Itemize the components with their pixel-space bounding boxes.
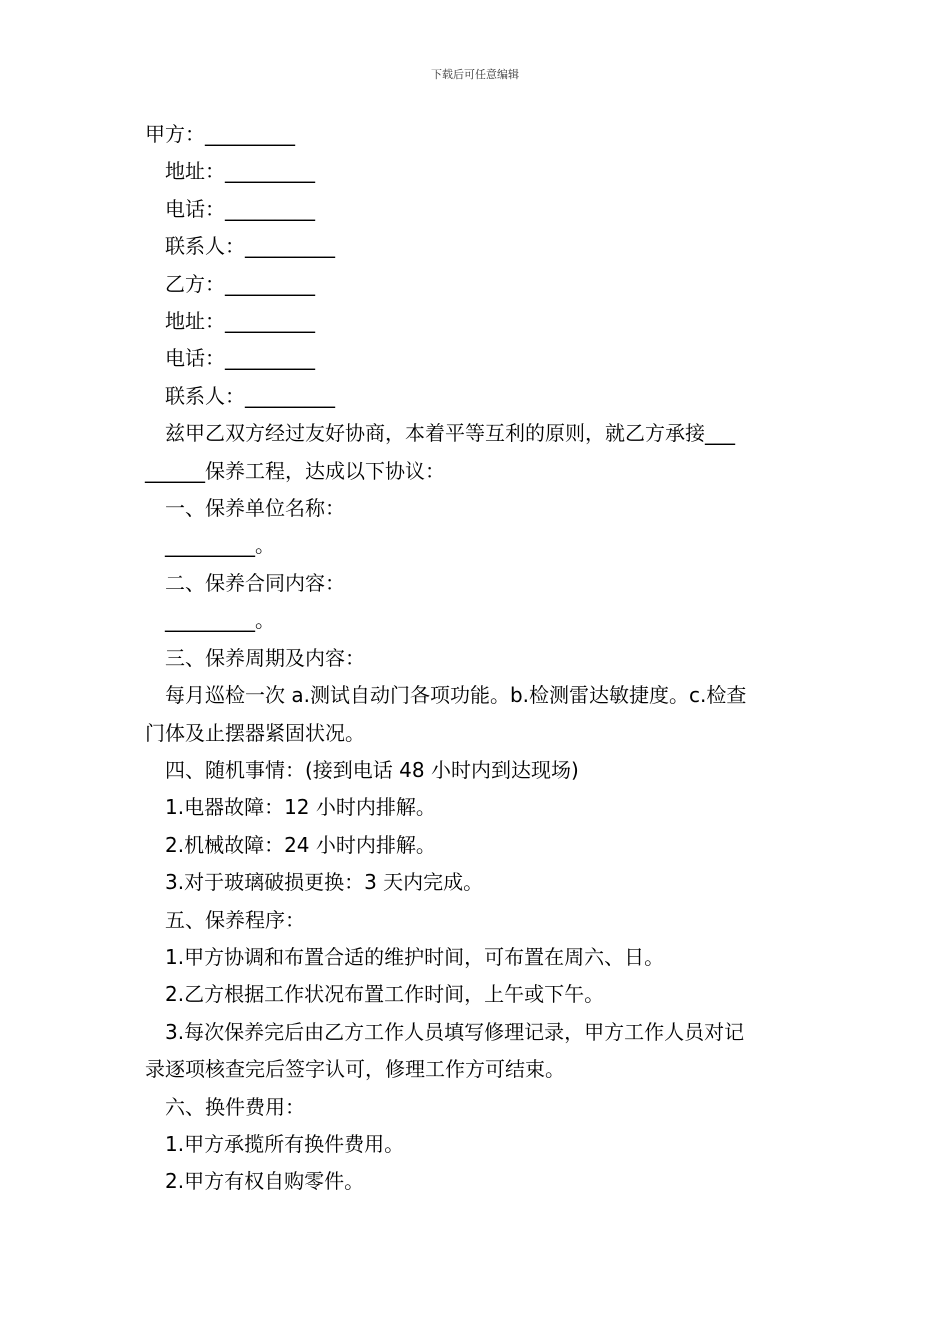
section-5-item-3-line-1: 3.每次保养完后由乙方工作人员填写修理记录，甲方工作人员对记 [165,1019,745,1044]
section-6-item-2: 2.甲方有权自购零件。 [165,1169,365,1194]
section-2-heading: 二、保养合同内容： [165,570,345,595]
document-body [145,116,811,1201]
page-header: 下载后可任意编辑 [431,68,519,81]
section-2-blank: _________。 [165,608,275,633]
party-b-contact-line: 联系人：_________ [165,383,335,408]
intro-paragraph-line-2: ______保养工程，达成以下协议： [145,458,445,483]
section-4-item-3: 3.对于玻璃破损更换：3 天内完成。 [165,870,484,895]
section-6-heading: 六、换件费用： [165,1094,305,1119]
section-4-item-2: 2.机械故障：24 小时内排解。 [165,832,436,857]
party-b-phone-line: 电话：_________ [165,346,315,371]
section-3-text-line-2: 门体及止摆器紧固状况。 [145,720,365,745]
party-b-address-line: 地址：_________ [165,309,315,334]
party-a-line: 甲方：_________ [145,122,295,146]
intro-paragraph-line-1: 兹甲乙双方经过友好协商，本着平等互利的原则，就乙方承接___ [165,421,735,446]
section-1-heading: 一、保养单位名称： [165,496,345,521]
section-5-heading: 五、保养程序： [165,907,305,932]
section-3-heading: 三、保养周期及内容： [165,645,365,670]
party-b-line: 乙方：_________ [165,271,315,296]
section-4-heading: 四、随机事情：(接到电话 48 小时内到达现场) [165,757,579,782]
section-4-item-1: 1.电器故障：12 小时内排解。 [165,795,436,820]
section-5-item-1: 1.甲方协调和布置合适的维护时间，可布置在周六、日。 [165,944,665,969]
section-1-blank: _________。 [165,533,275,558]
section-5-item-2: 2.乙方根据工作状况布置工作时间，上午或下午。 [165,982,605,1007]
section-6-item-1: 1.甲方承揽所有换件费用。 [165,1131,405,1156]
party-a-phone-line: 电话：_________ [165,196,315,221]
section-5-item-3-line-2: 录逐项核查完后签字认可，修理工作方可结束。 [145,1057,565,1082]
section-3-text-line-1: 每月巡检一次 a.测试自动门各项功能。b.检测雷达敏捷度。c.检查 [165,683,747,708]
party-a-contact-line: 联系人：_________ [165,234,335,259]
party-a-address-line: 地址：_________ [165,159,315,184]
